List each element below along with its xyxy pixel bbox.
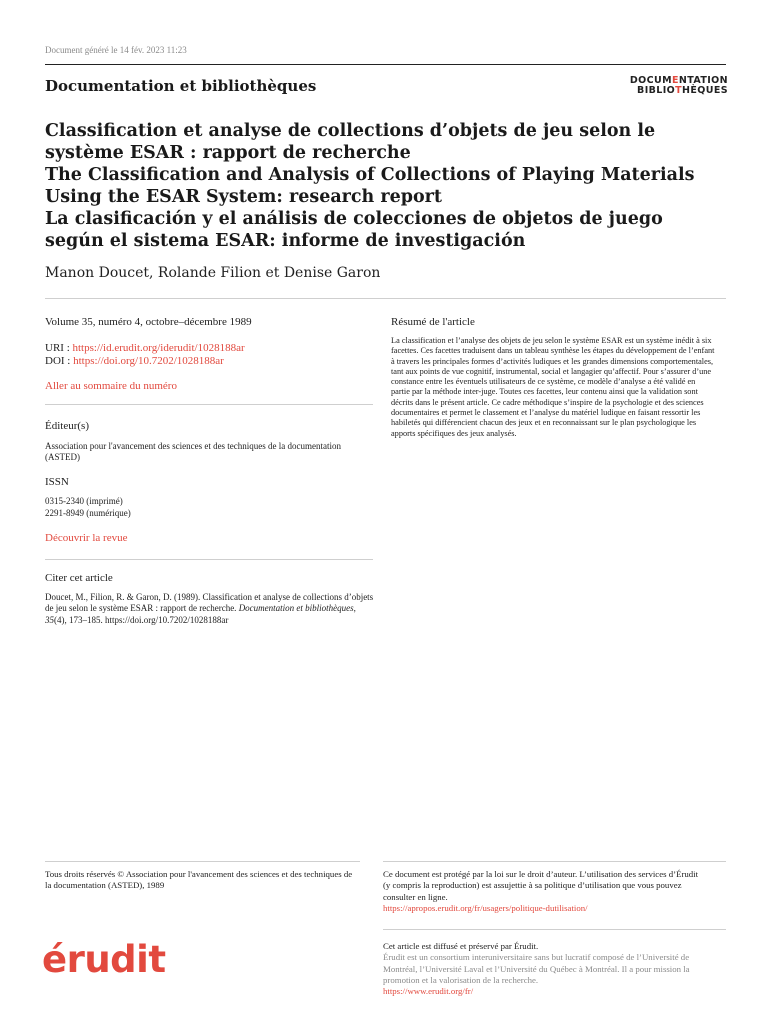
uri-line: URI : https://id.erudit.org/iderudit/1028188ar (45, 342, 245, 354)
left-divider-1 (45, 404, 373, 405)
issn-digital: 2291-8949 (numérique) (45, 508, 131, 518)
left-divider-2 (45, 559, 373, 560)
issn-heading: ISSN (45, 476, 69, 488)
mid-divider (45, 298, 726, 299)
journal-name: Documentation et bibliothèques (45, 77, 317, 95)
copyright-notice: Ce document est protégé par la loi sur le droit d’auteur. L’utilisation des services d’Érudit (y compris la reproduction) est assujettie à sa politique d’utilisation que vous pouvez consulter en ligne. https://apropos.erudit.org/fr/usagers/politique-dutilisation/ (383, 869, 699, 913)
policy-link[interactable]: https://apropos.erudit.org/fr/usagers/politique-dutilisation/ (383, 902, 588, 913)
title-fr: Classification et analyse de collections d’objets de jeu selon le système ESAR : rapport de recherche (45, 121, 656, 163)
top-divider (45, 64, 726, 65)
doi-link[interactable]: https://doi.org/10.7202/1028188ar (73, 355, 224, 367)
article-titles (45, 120, 705, 252)
erudit-logo: érudit (42, 938, 166, 981)
footer-divider-left (45, 861, 360, 862)
abstract-text: La classification et l’analyse des objets de jeu selon le système ESAR est un système inédit à six facettes. Ces facettes traduisent dans un tableau synthèse les étapes du développement de l’enfant à travers les principales formes d’activités ludiques et les grandes dimensions comportementales, tant aux points de vue cognitif, instrumental, social et langagier qu’affectif. Pour s’assurer d’une constance entre les éventuels utilisateurs de ce système, ce modèle d’analyse a été validé en partie par la méthode inter-juge. Toutes ces facettes, leur contenu ainsi que la validation sont décrits dans le présent article. Ce cadre méthodique s’inspire de la psychologie et des sciences documentaires et permet le classement et l’analyse du matériel ludique en faisant ressortir les habiletés qui différencient chacun des jeux et en reconnaissant sur le plan psychologique les apports spécifiques des jeux analysés. (391, 336, 715, 438)
uri-link[interactable]: https://id.erudit.org/iderudit/1028188ar (72, 342, 245, 354)
publisher-heading: Éditeur(s) (45, 420, 89, 432)
citation: Doucet, M., Filion, R. & Garon, D. (1989). Classification et analyse de collections d’objets de jeu selon le système ESAR : rapport de recherche. Documentation et bibliothèques, 35(4), 173–185. https://doi.org/10.7202/1028188ar (45, 592, 374, 625)
title-es: La clasificación y el análisis de colecciones de objetos de juego según el sistema ESAR: informe de investigación (45, 209, 663, 251)
issn-print: 0315-2340 (imprimé) (45, 496, 123, 506)
generated-date: Document généré le 14 fév. 2023 11:23 (45, 45, 187, 55)
doi-line: DOI : https://doi.org/10.7202/1028188ar (45, 355, 224, 367)
rights-notice: Tous droits réservés © Association pour l'avancement des sciences et des techniques de la documentation (ASTED), 1989 (45, 869, 353, 891)
volume-info: Volume 35, numéro 4, octobre–décembre 1989 (45, 316, 252, 328)
abstract-heading: Résumé de l'article (391, 316, 475, 328)
erudit-link[interactable]: https://www.erudit.org/fr/ (383, 986, 474, 997)
authors: Manon Doucet, Rolande Filion et Denise Garon (45, 265, 381, 281)
footer-divider-right (383, 861, 726, 862)
journal-logo: DOCUMENTATION BIBLIOTHÈQUES (629, 75, 728, 96)
title-en: The Classification and Analysis of Collections of Playing Materials Using the ESAR System: research report (45, 165, 695, 207)
cite-heading: Citer cet article (45, 572, 113, 584)
footer-divider-right-2 (383, 929, 726, 930)
discover-link[interactable]: Découvrir la revue (45, 532, 128, 544)
publisher-name: Association pour l'avancement des sciences et des techniques de la documentation (ASTED) (45, 441, 342, 463)
summary-link[interactable]: Aller au sommaire du numéro (45, 380, 177, 392)
diffusion-info: Cet article est diffusé et préservé par Érudit. Érudit est un consortium interuniversitaire sans but lucratif composé de l’Université de Montréal, l’Université Laval et l’Université du Québec à Montréal. Il a pour mission la promotion et la valorisation de la recherche. https://www.erudit.org/fr/ (383, 941, 690, 997)
